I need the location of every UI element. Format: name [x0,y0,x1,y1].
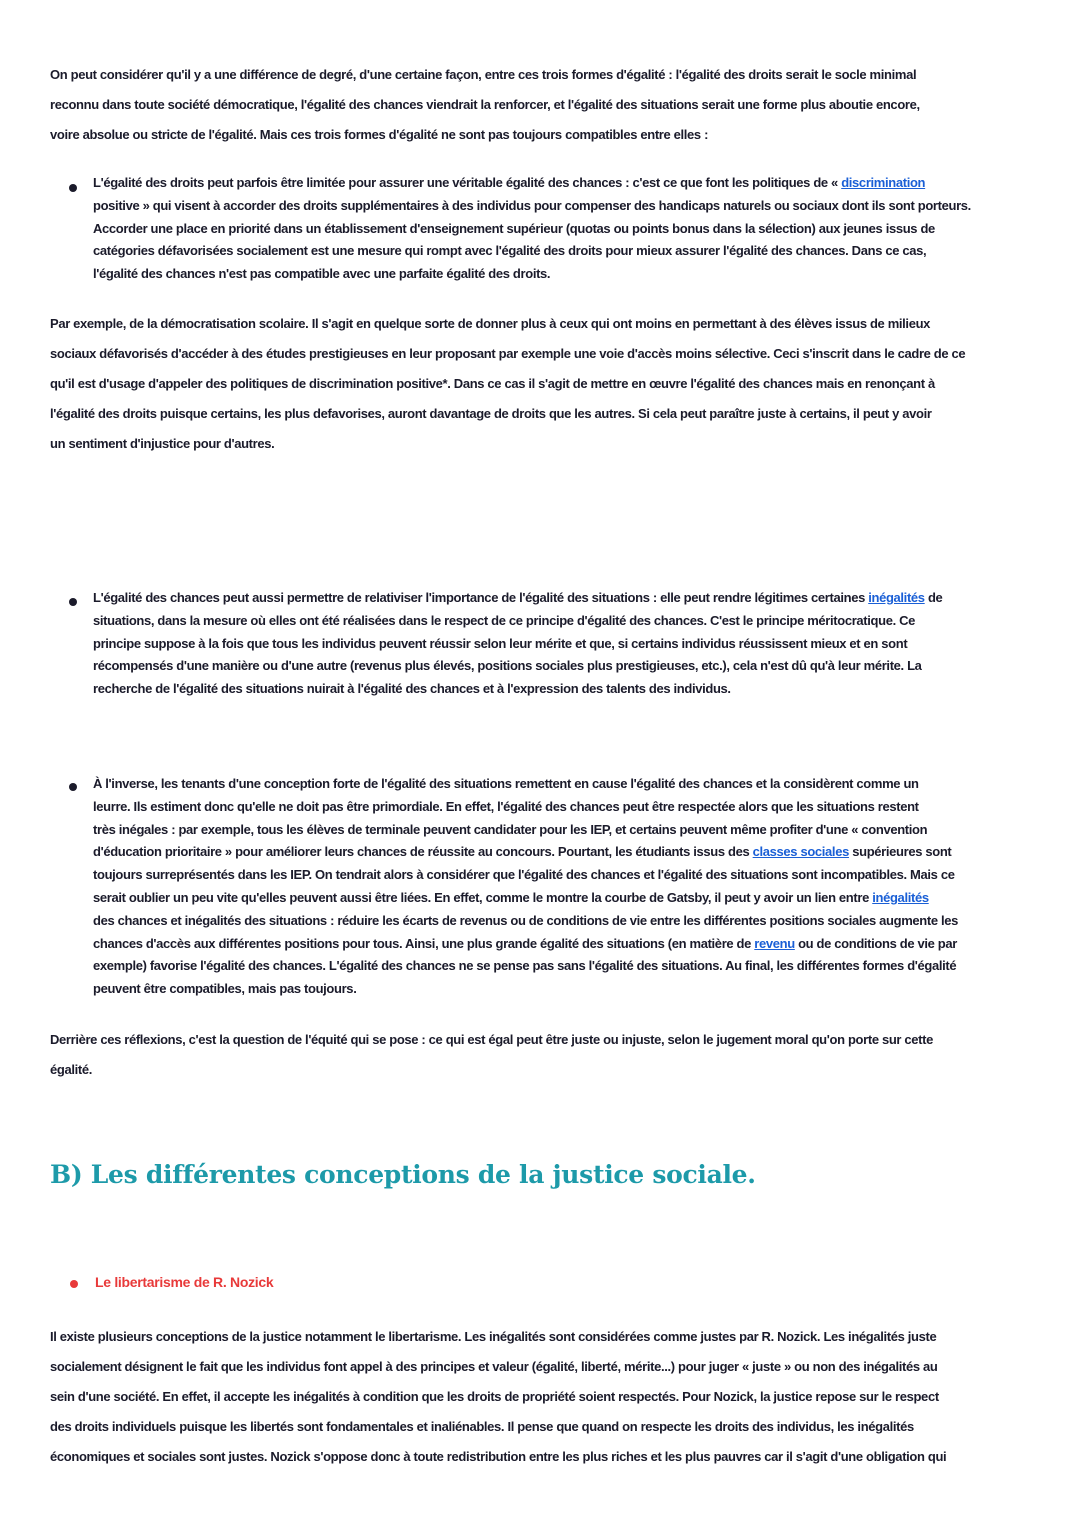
text-segment: supérieures sont [848,844,952,860]
subsection-title: Le libertarisme de R. Nozick [95,1274,274,1290]
text-line [93,798,958,821]
text-segment: Par exemple, de la démocratisation scolaire. Il s'agit en quelque sorte de donner plus à ceux qui ont moins en permettant à des élèves issus de milieux [50,316,931,331]
text-line [93,866,958,889]
text-line [93,889,958,912]
text-line [50,1418,946,1448]
text-line [93,775,958,798]
text-segment: qu'il est d'usage d'appeler des politiques de discrimination positive*. Dans ce cas il s'agit de mettre en œuvre l'égalité des chances mais en renonçant à [50,376,935,391]
bullet-situations [93,775,958,1003]
text-segment: égalité. [50,1062,92,1077]
glossary-link[interactable]: inégalités [868,590,925,605]
glossary-link[interactable]: revenu [754,935,795,951]
text-line [50,1358,946,1388]
text-line [93,821,958,844]
text-segment: un sentiment d'injustice pour d'autres. [50,436,275,451]
section-heading: B) Les différentes conceptions de la justice sociale. [50,1160,756,1189]
text-segment: serait oublier un peu vite qu'elles peuvent aussi être liées. En effet, comme le montre la courbe de Gatsby, il peut y avoir un lien entre [93,889,873,905]
text-segment: exemple) favorise l'égalité des chances. L'égalité des chances ne se pense pas sans l'égalité des situations. Au final, les différentes formes d'égalité [93,958,957,974]
text-segment: sein d'une société. En effet, il accepte les inégalités à condition que les droits de propriété soient respectés. Pour Nozick, la justice repose sur le respect [50,1389,939,1404]
example-paragraph [50,315,965,465]
text-line [93,612,942,635]
text-line [93,935,958,958]
text-segment: ou de conditions de vie par [794,935,957,951]
bullet-icon [70,1280,78,1288]
text-line [93,197,971,220]
bullet-icon [69,598,77,606]
text-line [50,96,920,126]
text-segment: peuvent être compatibles, mais pas toujours. [93,981,357,997]
text-line [50,1328,946,1358]
nozick-paragraph [50,1328,946,1478]
text-segment: l'égalité des droits puisque certains, les plus defavorises, auront davantage de droits que les autres. Si cela peut paraître juste à certains, il peut y avoir [50,406,932,421]
text-line [50,435,965,465]
text-segment: recherche de l'égalité des situations nuirait à l'égalité des chances et à l'expression des talents des individus. [93,681,731,697]
text-segment: de [924,590,943,605]
glossary-link[interactable]: discrimination [841,175,926,190]
equity-paragraph [50,1031,933,1091]
text-line [93,265,971,288]
text-line [50,1388,946,1418]
intro-paragraph [50,66,920,156]
text-segment: positive » qui visent à accorder des droits supplémentaires à des individus pour compenser des handicaps naturels ou sociaux dont ils sont porteurs. [93,197,971,213]
text-segment: toujours surreprésentés dans les IEP. On tendrait alors à considérer que l'égalité des chances et l'égalité des situations sont incompatibles. Mais ce [93,867,955,883]
text-line [93,242,971,265]
text-line [93,680,942,703]
text-segment: chances d'accès aux différentes positions pour tous. Ainsi, une plus grande égalité des situations (en matière de [93,935,755,951]
text-segment: situations, dans la mesure où elles ont été réalisées dans le respect de ce principe d'égalité des chances. C'est le principe méritocratique. Ce [93,612,916,628]
text-segment: leurre. Ils estiment donc qu'elle ne doit pas être primordiale. En effet, l'égalité des chances peut être respectée alors que les situations restent [93,798,919,814]
text-line [93,912,958,935]
text-line [50,315,965,345]
text-segment: d'éducation prioritaire » pour améliorer leurs chances de réussite au concours. Pourtant, les étudiants issus des [93,844,753,860]
text-segment: Accorder une place en priorité dans un établissement d'enseignement supérieur (quotas ou points bonus dans la sélection) aux jeunes issus de [93,220,935,236]
text-segment: On peut considérer qu'il y a une différence de degré, d'une certaine façon, entre ces trois formes d'égalité : l'égalité des droits serait le socle minimal [50,67,917,82]
text-line [50,345,965,375]
text-segment: très inégales : par exemple, tous les élèves de terminale peuvent candidater pour les IEP, et certains peuvent même profiter d'une « convention [93,821,928,837]
text-segment: socialement désignent le fait que les individus font appel à des principes et valeur (égalité, liberté, mérite...) pour juger « juste » ou non des inégalités au [50,1359,938,1374]
text-segment: reconnu dans toute société démocratique, l'égalité des chances viendrait la renforcer, et l'égalité des situations serait une forme plus aboutie encore, [50,97,920,112]
text-segment: l'égalité des chances n'est pas compatible avec une parfaite égalité des droits. [93,266,551,282]
text-segment: sociaux défavorisés d'accéder à des études prestigieuses en leur proposant par exemple une voie d'accès moins sélective. Ceci s'inscrit dans le cadre de ce [50,346,966,361]
text-segment: des droits individuels puisque les libertés sont fondamentales et inaliénables. Il pense que quand on respecte les droits des individus, les inégalités [50,1419,914,1434]
text-line [93,980,958,1003]
text-line [93,635,942,658]
text-segment: L'égalité des droits peut parfois être limitée pour assurer une véritable égalité des chances : c'est ce que font les politiques de « [93,175,842,190]
text-segment: Derrière ces réflexions, c'est la question de l'équité qui se pose : ce qui est égal peut être juste ou injuste, selon le jugement moral qu'on porte sur cette [50,1032,933,1047]
bullet-icon [69,783,77,791]
text-segment: L'égalité des chances peut aussi permettre de relativiser l'importance de l'égalité des situations : elle peut rendre légitimes certaines [93,590,869,605]
text-segment: principe suppose à la fois que tous les individus peuvent réussir selon leur mérite et que, si certains individus réussissent mieux et en sont [93,635,908,651]
glossary-link[interactable]: inégalités [872,889,929,905]
text-line [93,843,958,866]
text-line [50,375,965,405]
text-line [93,220,971,243]
text-segment: Il existe plusieurs conceptions de la justice notamment le libertarisme. Les inégalités sont considérées comme justes par R. Nozick. Les inégalités juste [50,1329,937,1344]
text-line [93,589,942,612]
text-segment: voire absolue ou stricte de l'égalité. Mais ces trois formes d'égalité ne sont pas toujours compatibles entre elles : [50,127,709,142]
text-line [93,174,971,197]
text-line [93,657,942,680]
text-line [50,1448,946,1478]
text-segment: récompensés d'une manière ou d'une autre (revenus plus élevés, positions sociales plus prestigieuses, etc.), cela n'est dû qu'à leur mérite. La [93,658,922,674]
text-line [50,66,920,96]
text-segment: À l'inverse, les tenants d'une conception forte de l'égalité des situations remettent en cause l'égalité des chances et la considèrent comme un [93,776,919,791]
text-segment: économiques et sociales sont justes. Nozick s'oppose donc à toute redistribution entre les plus riches et les plus pauvres car il s'agit d'une obligation qui [50,1449,947,1464]
text-line [50,405,965,435]
text-segment: des chances et inégalités des situations : réduire les écarts de revenus ou de conditions de vie entre les différentes positions sociales augmente les [93,912,959,928]
bullet-icon [69,184,77,192]
text-line [93,957,958,980]
text-line [50,126,920,156]
glossary-link[interactable]: classes sociales [752,844,849,860]
text-segment: catégories défavorisées socialement est une mesure qui rompt avec l'égalité des droits pour mieux assurer l'égalité des chances. Dans ce cas, [93,243,927,259]
bullet-chances [93,589,942,703]
text-line [50,1061,933,1091]
text-line [50,1031,933,1061]
bullet-droits [93,174,971,288]
